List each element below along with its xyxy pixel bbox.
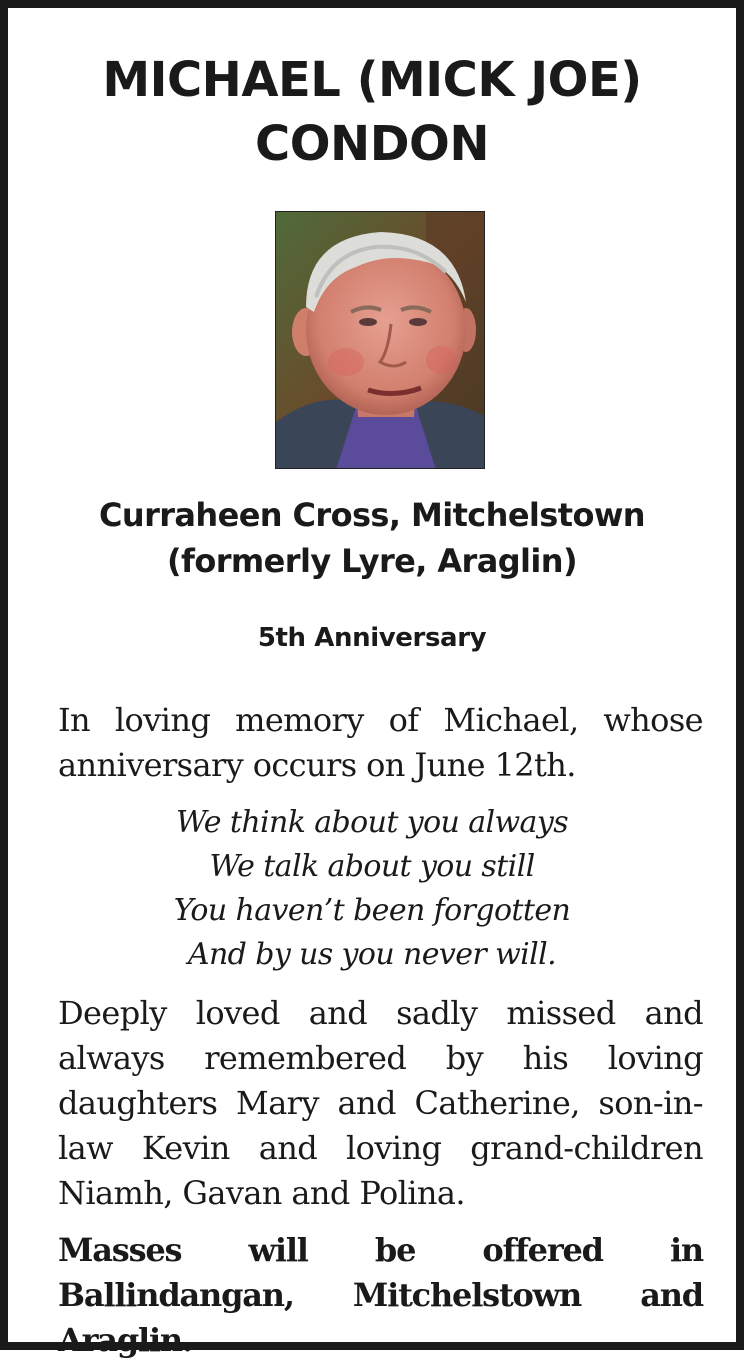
name-line-2: CONDON [254, 116, 490, 172]
anniversary-heading: 5th Anniversary [257, 623, 487, 653]
deceased-name [8, 48, 736, 176]
address-line-2: (formerly Lyre, Araglin) [167, 542, 577, 580]
verse-line-4: And by us you never will. [187, 937, 557, 972]
verse [8, 801, 736, 977]
portrait-photo [275, 211, 485, 469]
family-paragraph: Deeply loved and sadly missed and always remembered by his loving daughters Mary and Catherine, son-in-law Kevin and loving grand-children Niamh, Gavan and Polina. [58, 994, 703, 1212]
verse-line-3: You haven’t been forgotten [173, 893, 571, 928]
name-line-1: MICHAEL (MICK JOE) [102, 52, 642, 108]
verse-line-2: We talk about you still [209, 849, 535, 884]
address [8, 492, 736, 584]
masses-paragraph: Masses will be offered in Ballindangan, Mitchelstown and Araglin. [58, 1231, 703, 1359]
address-line-1: Curraheen Cross, Mitchelstown [99, 496, 645, 534]
intro-paragraph: In loving memory of Michael, whose anniversary occurs on June 12th. [58, 701, 703, 784]
portrait-icon [276, 212, 485, 469]
verse-line-1: We think about you always [175, 805, 568, 840]
